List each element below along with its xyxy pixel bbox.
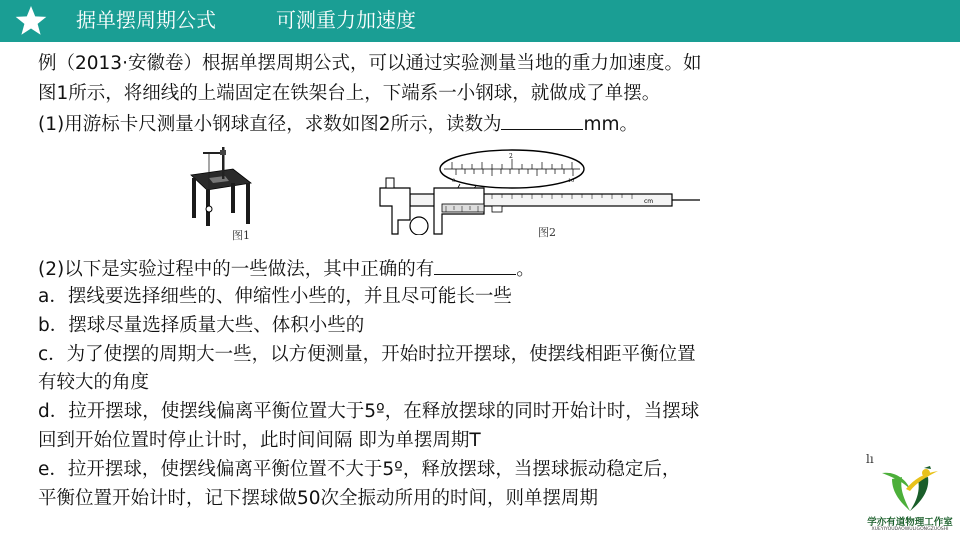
star-icon bbox=[14, 4, 48, 38]
option-b: b．摆球尽量选择质量大些、体积小些的 bbox=[38, 315, 365, 336]
answer-blank-1 bbox=[501, 109, 583, 130]
question-2-end: 。 bbox=[516, 259, 535, 280]
option-a: a．摆线要选择细些的、伸缩性小些的，并且尽可能长一些 bbox=[38, 286, 512, 307]
option-c-line-1: c．为了使摆的周期大一些，以方便测量，开始时拉开摆球，使摆线相距平衡位置 bbox=[38, 344, 696, 365]
question-2-text: (2)以下是实验过程中的一些做法，其中正确的有 bbox=[38, 259, 435, 280]
figure-1-caption: 图1 bbox=[232, 229, 250, 242]
studio-logo bbox=[860, 465, 960, 540]
page-title: 据单摆周期公式 bbox=[76, 8, 216, 32]
option-d-line-1: d．拉开摆球，使摆线偏离平衡位置大于5º，在释放摆球的同时开始计时，当摆球 bbox=[38, 401, 700, 422]
scale-label-2: 2 bbox=[509, 153, 513, 160]
question-1-text: (1)用游标卡尺测量小钢球直径，求数如图2所示，读数为 bbox=[38, 114, 502, 135]
header-bar bbox=[0, 0, 960, 42]
logo-name: 学亦有道物理工作室 bbox=[867, 517, 953, 528]
scale-unit-cm: cm bbox=[644, 198, 654, 205]
question-1-unit: mm。 bbox=[583, 114, 639, 135]
figure-1-pendulum bbox=[185, 143, 255, 235]
option-e-line-2: 平衡位置开始计时，记下摆球做50次全振动所用的时间，则单摆周期 bbox=[38, 488, 599, 509]
question-2 bbox=[38, 254, 535, 284]
logo-pinyin: XUEYIYOUDAOWULIGONGZUOSHI bbox=[871, 527, 949, 532]
intro-line-2: 图1所示，将细线的上端固定在铁架台上，下端系一小钢球，就做成了单摆。 bbox=[38, 83, 661, 104]
figure-2-vernier-caliper bbox=[372, 148, 717, 235]
option-d-line-2: 回到开始位置时停止计时，此时间间隔 即为单摆周期T bbox=[38, 430, 481, 451]
scale-label-0: 0 bbox=[452, 178, 456, 184]
question-1 bbox=[38, 109, 638, 139]
page-subtitle: 可测重力加速度 bbox=[276, 8, 416, 32]
logo-emblem-icon bbox=[860, 465, 960, 515]
scale-label-10: 10 bbox=[568, 178, 575, 184]
stray-mark: lı bbox=[866, 452, 874, 466]
figure-2-caption: 图2 bbox=[538, 226, 556, 239]
option-c-line-2: 有较大的角度 bbox=[38, 372, 150, 393]
intro-line-1: 例（2013·安徽卷）根据单摆周期公式，可以通过实验测量当地的重力加速度。如 bbox=[38, 53, 702, 74]
answer-blank-2 bbox=[434, 254, 516, 275]
option-e-line-1: e．拉开摆球，使摆线偏离平衡位置不大于5º，释放摆球，当摆球振动稳定后， bbox=[38, 459, 681, 480]
